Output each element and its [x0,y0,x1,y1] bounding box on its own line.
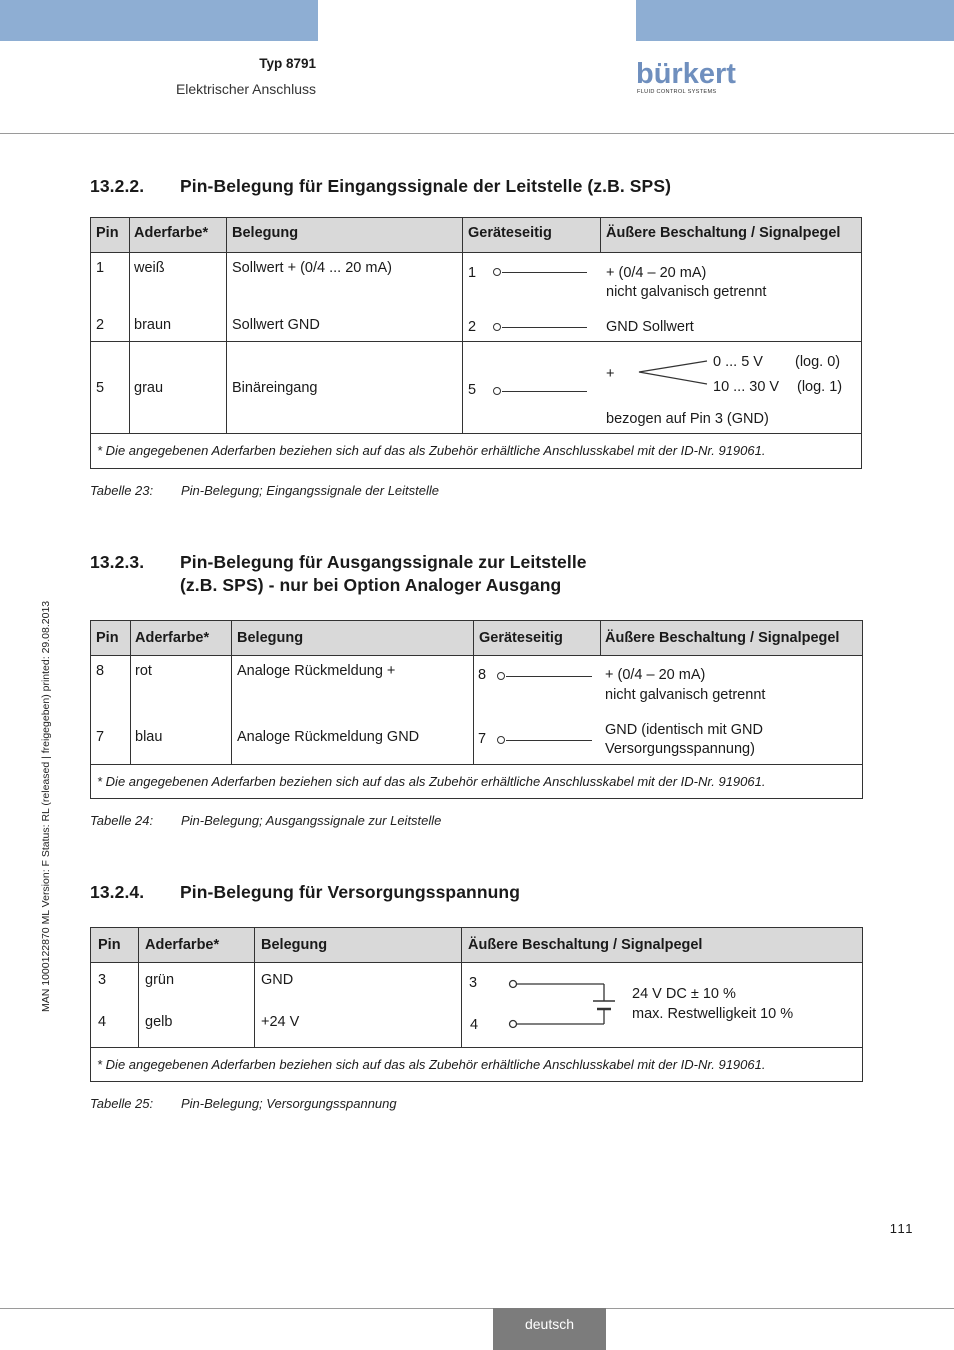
document-status-text: MAN 1000122870 ML Version: F Status: RL (released | freigegeben) printed: 29.08.2013 [40,600,52,1012]
table-cell-pin: 8 [96,663,105,679]
circuit-signal-text: + (0/4 – 20 mA) [606,265,707,281]
terminal-circle-icon [493,387,501,395]
table-caption-label: Tabelle 24: [90,813,154,828]
table-footnote: * Die angegebenen Aderfarben beziehen sich auf das als Zubehör erhältliche Anschlusskabel mit der ID-Nr. 919061. [97,1057,766,1072]
device-terminal-label: 8 [478,667,487,683]
section-number: 13.2.4. [90,882,145,902]
column-header-wire-color: Aderfarbe* [135,630,210,646]
column-divider [461,928,462,1047]
table-cell-color: weiß [134,260,165,276]
header-bar-right [636,0,954,41]
device-terminal-label: 3 [469,975,478,991]
terminal-wire [502,327,587,328]
circuit-signal-text: max. Restwelligkeit 10 % [632,1006,794,1022]
column-divider [600,621,601,656]
section-title: Pin-Belegung für Ausgangssignale zur Leitstelle [180,552,587,572]
svg-text:FLUID CONTROL SYSTEMS: FLUID CONTROL SYSTEMS [637,89,717,95]
column-header-assignment: Belegung [237,630,304,646]
section-number: 13.2.3. [90,552,145,572]
section-heading [90,552,870,600]
column-header-wire-color: Aderfarbe* [134,225,209,241]
row-divider [91,764,862,765]
burkert-logo [636,57,736,97]
circuit-signal-text: nicht galvanisch getrennt [606,284,767,300]
column-header-external-circuit: Äußere Beschaltung / Signalpegel [468,937,703,953]
table-caption-text: Pin-Belegung; Ausgangssignale zur Leitstelle [181,813,442,828]
circuit-signal-text: GND Sollwert [606,319,694,335]
column-divider [600,218,601,253]
table-cell-pin: 4 [98,1014,107,1030]
circuit-plus-sign: + [606,366,615,382]
circuit-signal-text: GND (identisch mit GND [605,722,763,738]
table-cell-color: blau [135,729,163,745]
table-cell-pin: 2 [96,317,105,333]
table-cell-color: rot [135,663,152,679]
terminal-wire [502,272,587,273]
column-header-pin: Pin [98,937,121,953]
column-divider [226,218,227,434]
table-cell-pin: 7 [96,729,105,745]
device-terminal-label: 1 [468,265,477,281]
row-divider [91,1047,862,1048]
terminal-circle-icon [497,736,505,744]
table-cell-color: grün [145,972,175,988]
table-footnote: * Die angegebenen Aderfarben beziehen sich auf das als Zubehör erhältliche Anschlusskabel mit der ID-Nr. 919061. [97,443,766,458]
table-footnote: * Die angegebenen Aderfarben beziehen sich auf das als Zubehör erhältliche Anschlusskabel mit der ID-Nr. 919061. [97,774,766,789]
language-tab: deutsch [493,1308,606,1350]
terminal-wire [502,391,587,392]
device-terminal-label: 5 [468,382,477,398]
table-cell-assignment: GND [261,972,294,988]
dc-supply-symbol-icon [507,976,617,1032]
pin-table-supply [90,927,863,1082]
row-divider [91,433,861,434]
document-type: Typ 8791 [259,56,316,71]
table-caption-label: Tabelle 23: [90,483,154,498]
section-title: Pin-Belegung für Eingangssignale der Leitstelle (z.B. SPS) [180,176,672,196]
device-terminal-label: 7 [478,731,487,747]
terminal-wire [506,676,592,677]
table-cell-pin: 1 [96,260,105,276]
column-header-device-side: Geräteseitig [479,630,563,646]
circuit-signal-text: nicht galvanisch getrennt [605,687,766,703]
circuit-logic-level: (log. 1) [797,379,843,395]
table-cell-assignment: Binäreingang [232,380,318,396]
table-caption-text: Pin-Belegung; Versorgungsspannung [181,1096,397,1111]
circuit-voltage-range: 10 ... 30 V [713,379,780,395]
table-cell-color: gelb [145,1014,173,1030]
terminal-circle-icon [493,268,501,276]
section-heading [90,176,870,200]
pin-table-inputs [90,217,862,469]
terminal-circle-icon [497,672,505,680]
column-header-external-circuit: Äußere Beschaltung / Signalpegel [605,630,840,646]
column-divider [462,218,463,434]
circuit-signal-text: Versorgungsspannung) [605,741,755,757]
table-cell-color: grau [134,380,164,396]
level-switch-icon [637,358,709,388]
page-number: 111 [889,1221,914,1236]
footer-divider [0,1308,954,1309]
column-header-external-circuit: Äußere Beschaltung / Signalpegel [606,225,841,241]
column-divider [129,218,130,434]
device-terminal-label: 4 [470,1017,479,1033]
pin-table-outputs [90,620,863,799]
table-cell-assignment: Sollwert + (0/4 ... 20 mA) [232,260,392,276]
column-divider [130,621,131,764]
column-divider [254,928,255,1047]
terminal-wire [506,740,592,741]
section-heading [90,882,870,906]
column-header-assignment: Belegung [261,937,328,953]
table-cell-pin: 5 [96,380,105,396]
header-bar-left [0,0,318,41]
table-cell-assignment: Analoge Rückmeldung GND [237,729,420,745]
table-cell-assignment: Analoge Rückmeldung + [237,663,396,679]
table-cell-assignment: +24 V [261,1014,300,1030]
svg-text:bürkert: bürkert [636,58,736,90]
column-header-device-side: Geräteseitig [468,225,552,241]
column-header-wire-color: Aderfarbe* [145,937,220,953]
terminal-circle-icon [493,323,501,331]
circuit-voltage-range: 0 ... 5 V [713,354,763,370]
column-divider [231,621,232,764]
circuit-logic-level: (log. 0) [795,354,841,370]
column-divider [138,928,139,1047]
table-caption-text: Pin-Belegung; Eingangssignale der Leitstelle [181,483,440,498]
circuit-signal-text: 24 V DC ± 10 % [632,986,736,1002]
section-title: (z.B. SPS) - nur bei Option Analoger Ausgang [180,575,562,595]
column-header-assignment: Belegung [232,225,299,241]
row-divider [91,341,861,342]
table-cell-color: braun [134,317,172,333]
chapter-subtitle: Elektrischer Anschluss [175,81,316,97]
circuit-signal-text: + (0/4 – 20 mA) [605,667,706,683]
table-cell-assignment: Sollwert GND [232,317,320,333]
column-header-pin: Pin [96,225,119,241]
column-divider [473,621,474,764]
table-caption-label: Tabelle 25: [90,1096,154,1111]
column-header-pin: Pin [96,630,119,646]
table-cell-pin: 3 [98,972,107,988]
section-number: 13.2.2. [90,176,145,196]
header-divider [0,133,954,134]
device-terminal-label: 2 [468,319,477,335]
circuit-reference-text: bezogen auf Pin 3 (GND) [606,411,769,427]
section-title: Pin-Belegung für Versorgungsspannung [180,882,521,902]
